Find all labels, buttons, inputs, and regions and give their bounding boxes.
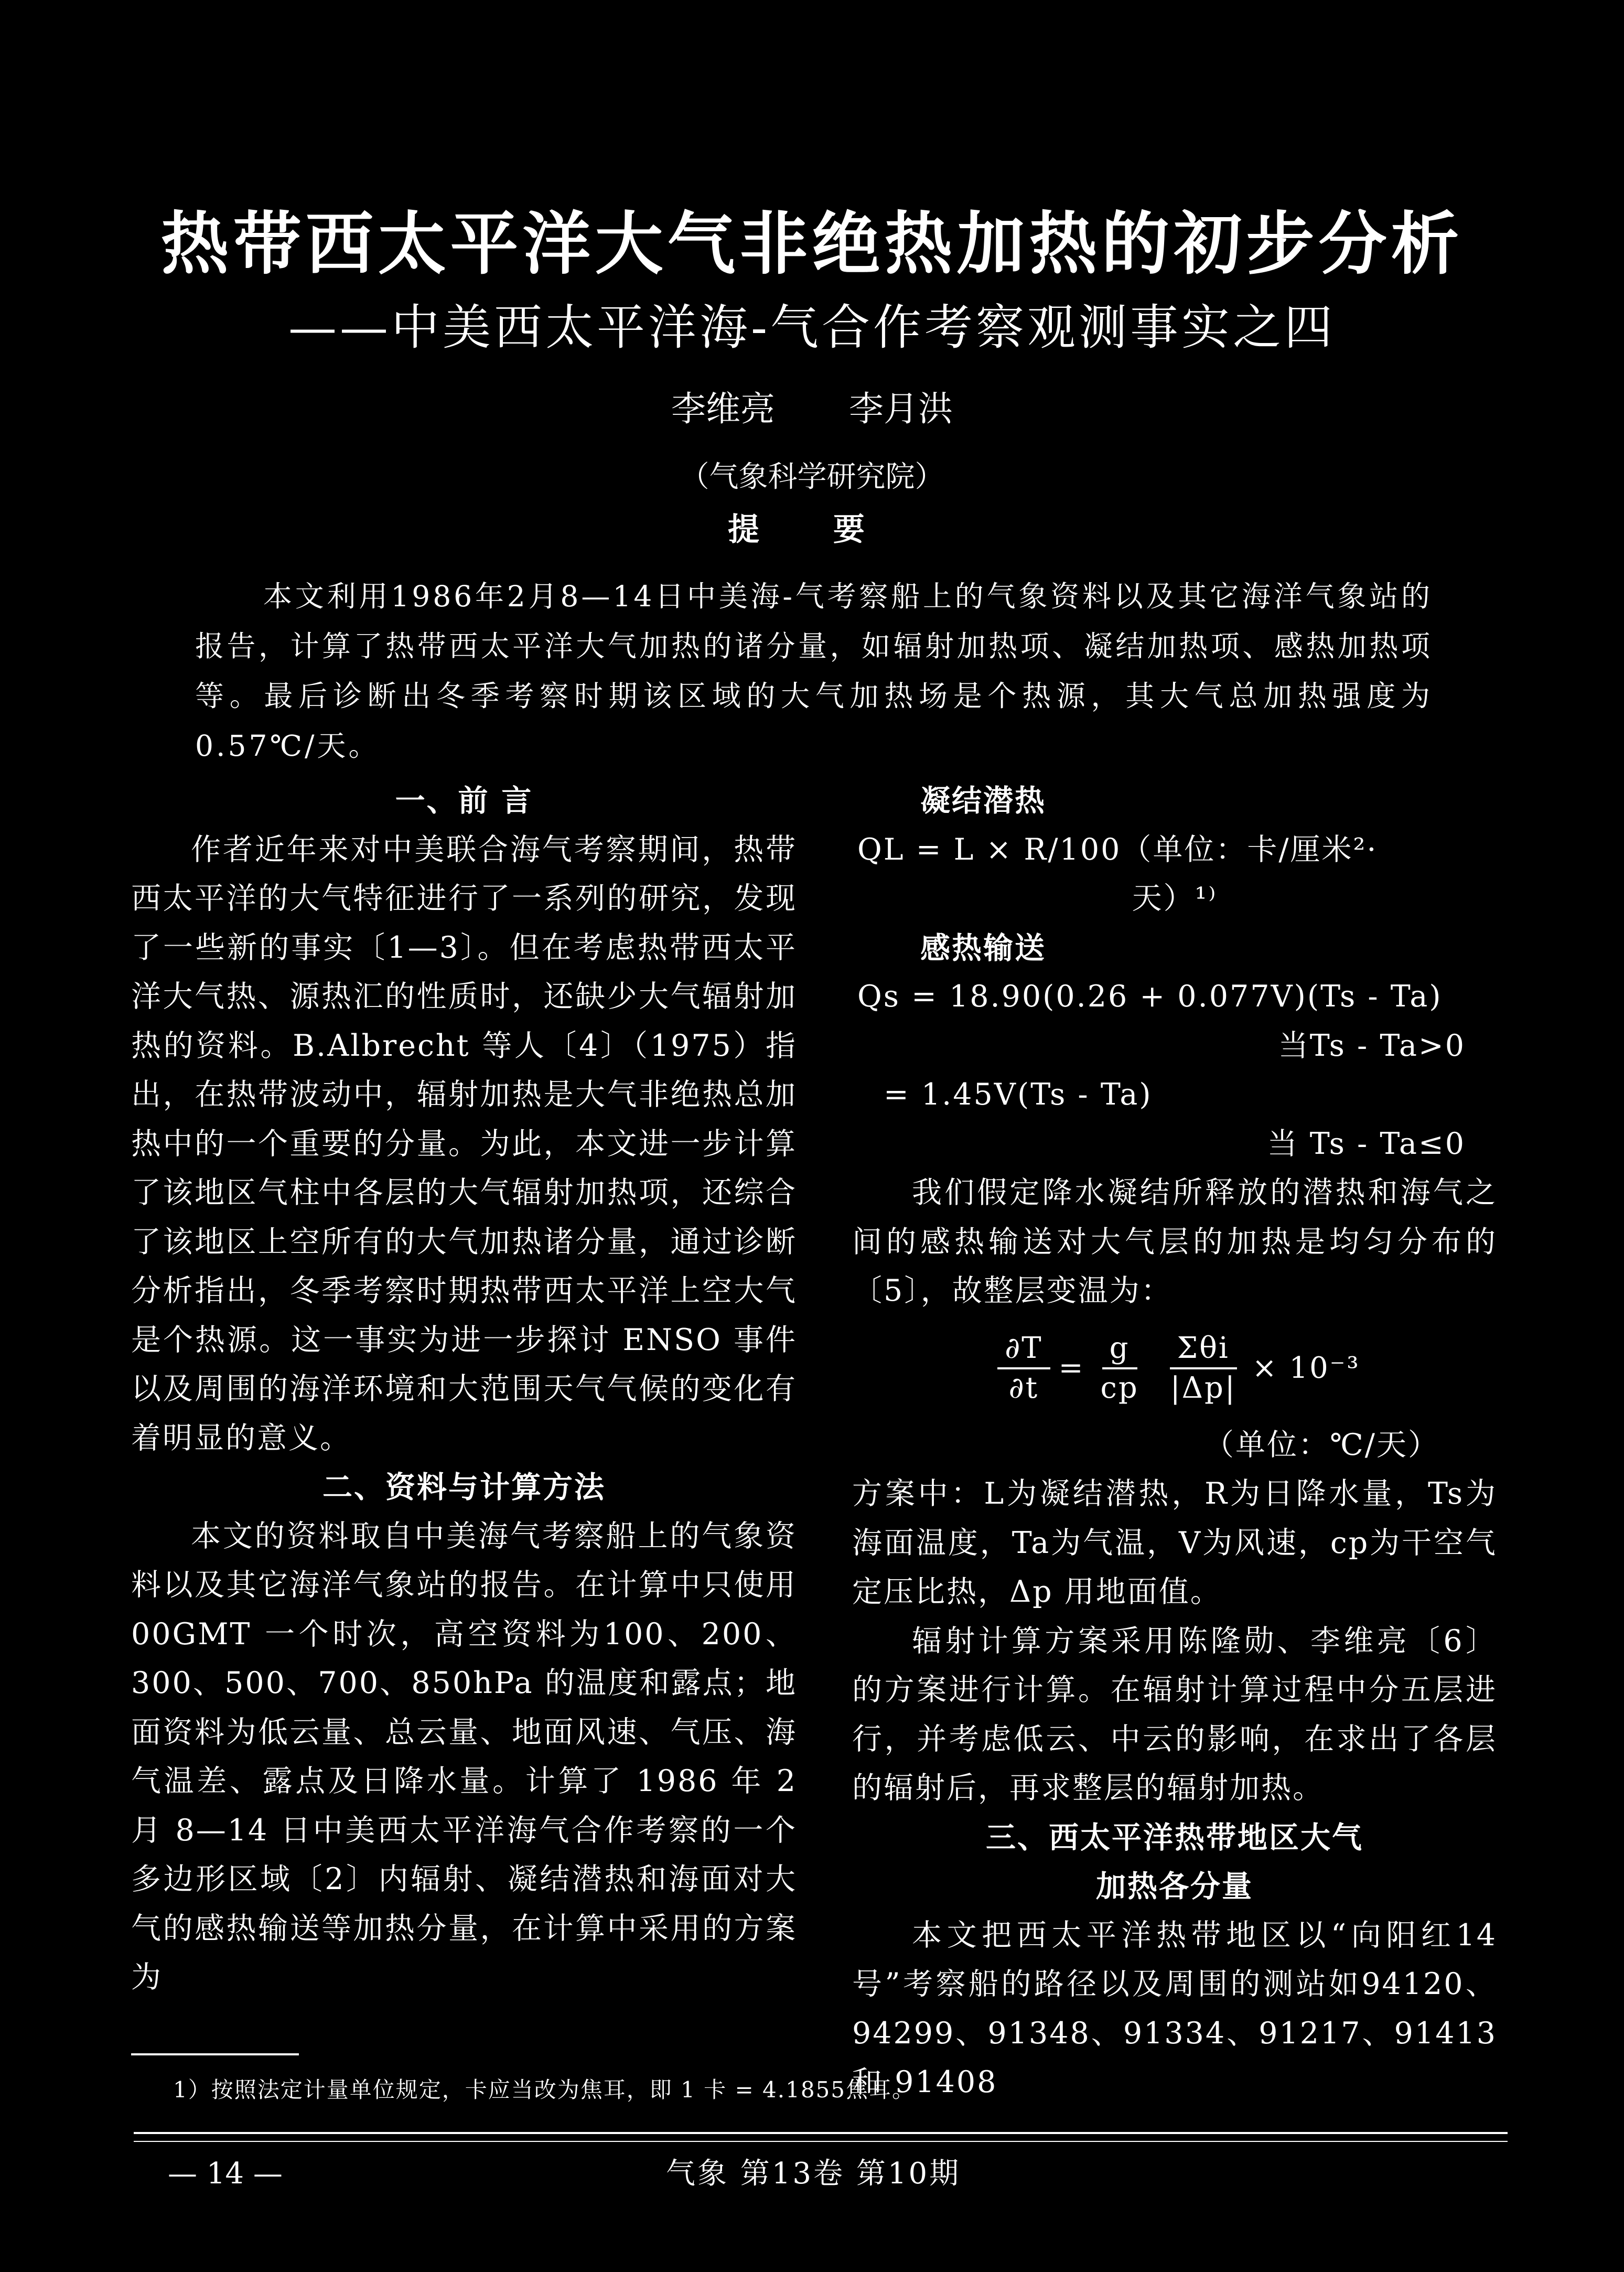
journal-info: 气象 第13卷 第10期 (666, 2157, 961, 2191)
section-2-heading: 二、资料与计算方法 (322, 1470, 606, 1505)
equals-sign: = (1058, 1351, 1085, 1385)
fraction-numerator: g (1102, 1330, 1137, 1369)
footnote-divider (131, 2053, 299, 2055)
author-2: 李月洪 (848, 389, 953, 429)
section-3-heading-line-2: 加热各分量 (1096, 1869, 1253, 1904)
fraction-g-cp (1093, 1330, 1146, 1407)
latent-heat-equation-cont: 天）¹⁾ (1132, 881, 1218, 916)
left-column (131, 776, 797, 2002)
sensible-heat-condition-2: 当 Ts - Ta≤0 (1267, 1126, 1466, 1161)
fraction-sum-theta-dp (1163, 1330, 1244, 1407)
fraction-numerator: ∂T (997, 1330, 1050, 1369)
temperature-change-equation (852, 1316, 1497, 1421)
latent-heat-equation: QL = L × R/100（单位：卡/厘米²· (857, 832, 1378, 867)
latent-heat-label: 凝结潜热 (920, 783, 1046, 818)
fraction-denominator: cp (1100, 1370, 1139, 1405)
section-2-paragraph: 本文的资料取自中美海气考察船上的气象资料以及其它海洋气象站的报告。在计算中只使用 00GMT 一个时次，高空资料为100、200、300、500、700、850hPa 的温度和露点；地面资料为低云量、总云量、地面风速、气压、海气温差、露点及日降水量。计算了 1986 年 2 月 8—14 日中美西太平洋海气合作考察的一个多边形区域〔2〕内辐射、凝结潜热和海面对大气的感热输送等加热分量，在计算中采用的方案为 (131, 1518, 797, 1995)
footnote: 1）按照法定计量单位规定，卡应当改为焦耳，即 1 卡 = 4.1855焦耳。 (173, 2077, 915, 2103)
page-number: — 14 — (168, 2157, 283, 2191)
authors (0, 385, 1624, 433)
scale-factor: × 10⁻³ (1252, 1351, 1360, 1385)
section-3-heading-line-1: 三、西太平洋热带地区大气 (986, 1819, 1363, 1855)
paper-title: 热带西太平洋大气非绝热加热的初步分析 (160, 203, 1464, 284)
paper-subtitle: ——中美西太平洋海-气合作考察观测事实之四 (288, 299, 1336, 356)
fraction-dT-dt (997, 1330, 1050, 1407)
symbols-paragraph: 方案中：L为凝结潜热，R为日降水量，Ts为海面温度，Ta为气温，V为风速，cp为干空气定压比热，Δp 用地面值。 (852, 1476, 1497, 1609)
section-1-paragraph: 作者近年来对中美联合海气考察期间，热带西太平洋的大气特征进行了一系列的研究，发现了一些新的事实〔1—3〕。但在考虑热带西太平洋大气热、源热汇的性质时，还缺少大气辐射加热的资料。B.Albrecht 等人〔4〕（1975）指出，在热带波动中，辐射加热是大气非绝热总加热中的一个重要的分量。为此，本文进一步计算了该地区气柱中各层的大气辐射加热项，还综合了该地区上空所有的大气加热诸分量，通过诊断分析指出，冬季考察时期热带西太平洋上空大气是个热源。这一事实为进一步探讨 ENSO 事件以及周围的海洋环境和大范围天气气候的变化有着明显的意义。 (131, 832, 797, 1455)
sensible-heat-condition-1: 当Ts - Ta>0 (1278, 1028, 1466, 1063)
fraction-denominator: ∂t (1008, 1370, 1039, 1405)
fraction-numerator: Σθi (1170, 1330, 1237, 1369)
section-1-heading: 一、前 言 (395, 783, 533, 818)
affiliation: （气象科学研究院） (680, 460, 944, 494)
section-3-paragraph: 本文把西太平洋热带地区以“向阳红14号”考察船的路径以及周围的测站如94120、94299、91348、91334、91217、91413和 91408 (852, 1917, 1497, 2099)
radiation-paragraph: 辐射计算方案采用陈隆勋、李维亮〔6〕的方案进行计算。在辐射计算过程中分五层进行，并考虑低云、中云的影响，在求出了各层的辐射后，再求整层的辐射加热。 (852, 1623, 1497, 1805)
footer-rule-thin (134, 2141, 1508, 2142)
equation-unit: （单位：℃/天） (1204, 1427, 1439, 1462)
fraction-denominator: |Δp| (1170, 1370, 1236, 1405)
right-column (852, 776, 1497, 2107)
author-1: 李维亮 (671, 389, 775, 429)
sensible-heat-equation-1: Qs = 18.90(0.26 + 0.077V)(Ts - Ta) (857, 979, 1443, 1014)
sensible-heat-equation-2: = 1.45V(Ts - Ta) (884, 1077, 1153, 1112)
sensible-heat-label: 感热输送 (920, 930, 1046, 966)
abstract-heading: 提 要 (728, 511, 896, 548)
abstract-text: 本文利用1986年2月8—14日中美海-气考察船上的气象资料以及其它海洋气象站的报告，计算了热带西太平洋大气加热的诸分量，如辐射加热项、凝结加热项、感热加热项等。最后诊断出冬季考察时期该区域的大气加热场是个热源，其大气总加热强度为0.57℃/天。 (195, 580, 1433, 763)
assumption-paragraph: 我们假定降水凝结所释放的潜热和海气之间的感热输送对大气层的加热是均匀分布的〔5〕，故整层变温为： (852, 1175, 1497, 1308)
footer-rule-thick (134, 2132, 1508, 2134)
